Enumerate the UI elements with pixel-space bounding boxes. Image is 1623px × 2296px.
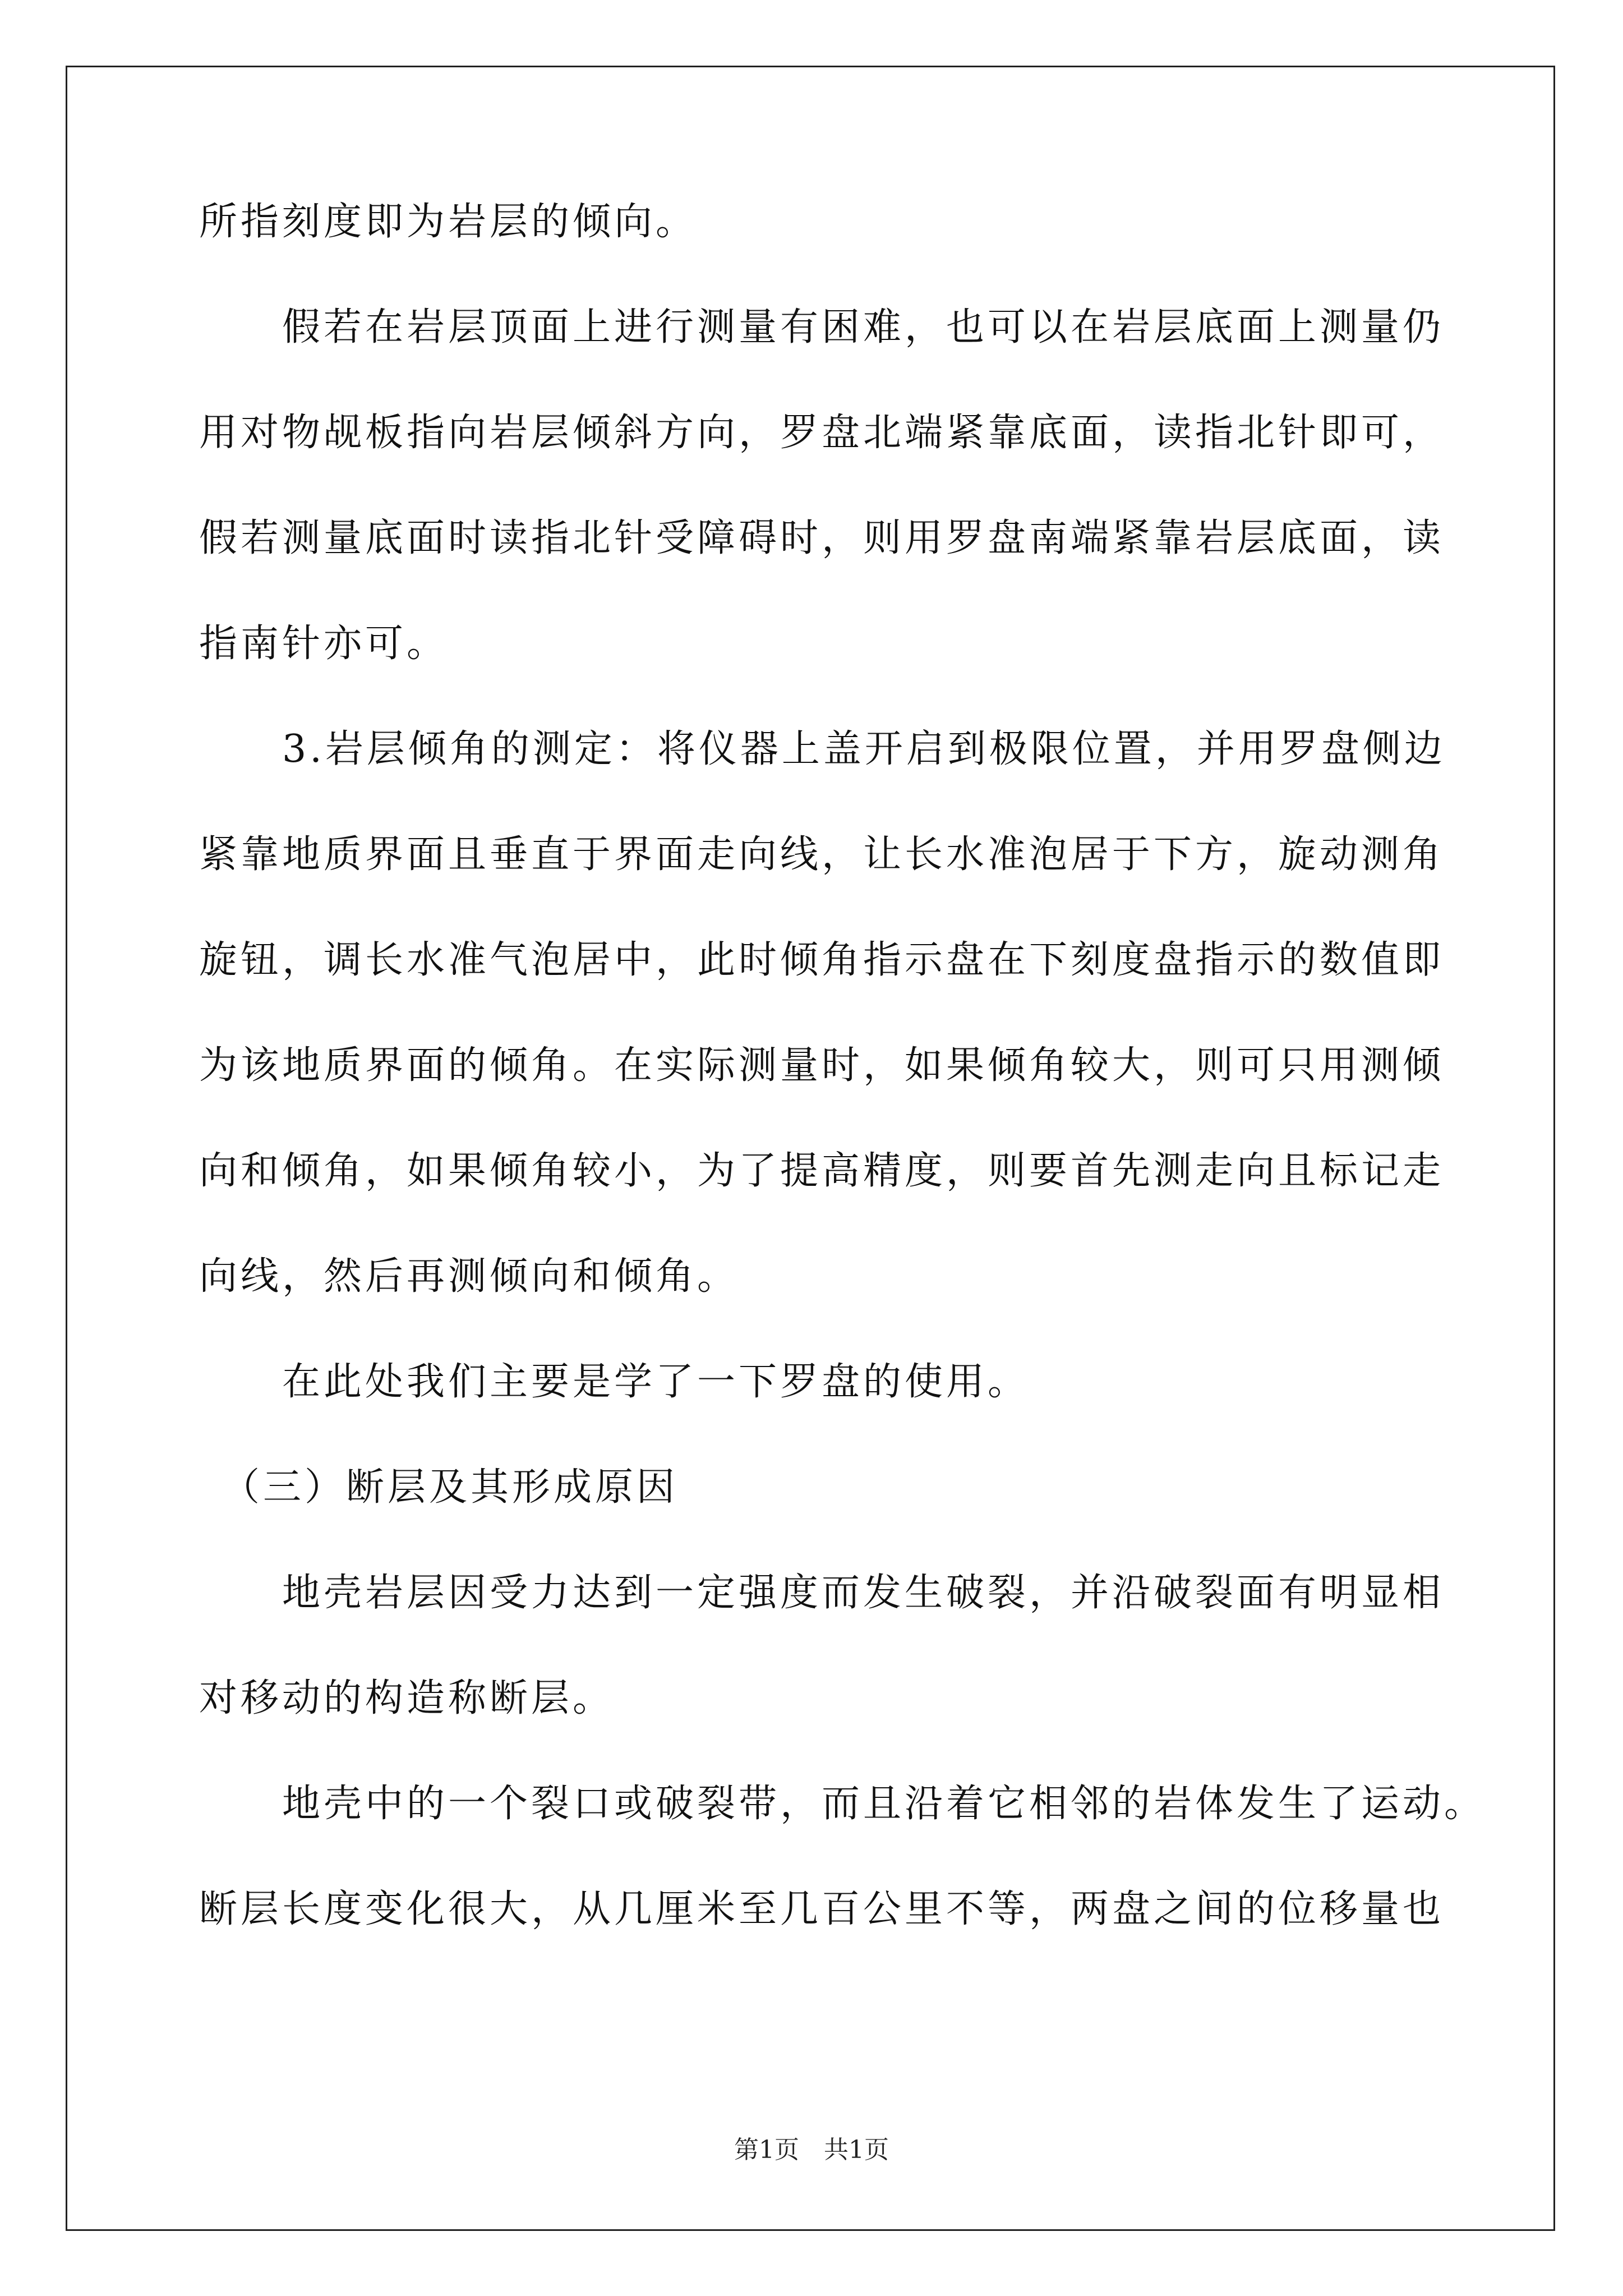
- text-line: 在此处我们主要是学了一下罗盘的使用。: [199, 1360, 1030, 1404]
- text-line: 紧靠地质界面且垂直于界面走向线，让长水准泡居于下方，旋动测角: [199, 832, 1445, 877]
- page-footer: 第1页 共1页: [734, 2136, 889, 2164]
- text-line: 断层长度变化很大，从几厘米至几百公里不等，两盘之间的位移量也: [199, 1887, 1445, 1931]
- text-line: 对移动的构造称断层。: [199, 1676, 615, 1720]
- text-line: 向线，然后再测倾向和倾角。: [199, 1254, 739, 1299]
- text-line: 指南针亦可。: [199, 622, 449, 666]
- text-line: 向和倾角，如果倾角较小，为了提高精度，则要首先测走向且标记走: [199, 1149, 1445, 1193]
- text-line: 假若测量底面时读指北针受障碍时，则用罗盘南端紧靠岩层底面，读: [199, 516, 1445, 560]
- section-heading: （三）断层及其形成原因: [199, 1465, 679, 1510]
- text-line: 用对物觇板指向岩层倾斜方向，罗盘北端紧靠底面，读指北针即可，: [199, 411, 1445, 455]
- text-line: 3.岩层倾角的测定：将仪器上盖开启到极限位置，并用罗盘侧边: [199, 727, 1446, 771]
- text-line: 地壳岩层因受力达到一定强度而发生破裂，并沿破裂面有明显相: [199, 1571, 1445, 1615]
- text-line: 为该地质界面的倾角。在实际测量时，如果倾角较大，则可只用测倾: [199, 1043, 1445, 1088]
- text-line: 假若在岩层顶面上进行测量有困难，也可以在岩层底面上测量仍: [199, 305, 1445, 349]
- text-line: 所指刻度即为岩层的倾向。: [199, 200, 698, 244]
- text-line: 地壳中的一个裂口或破裂带，而且沿着它相邻的岩体发生了运动。: [199, 1782, 1486, 1826]
- text-line: 旋钮，调长水准气泡居中，此时倾角指示盘在下刻度盘指示的数值即: [199, 938, 1445, 982]
